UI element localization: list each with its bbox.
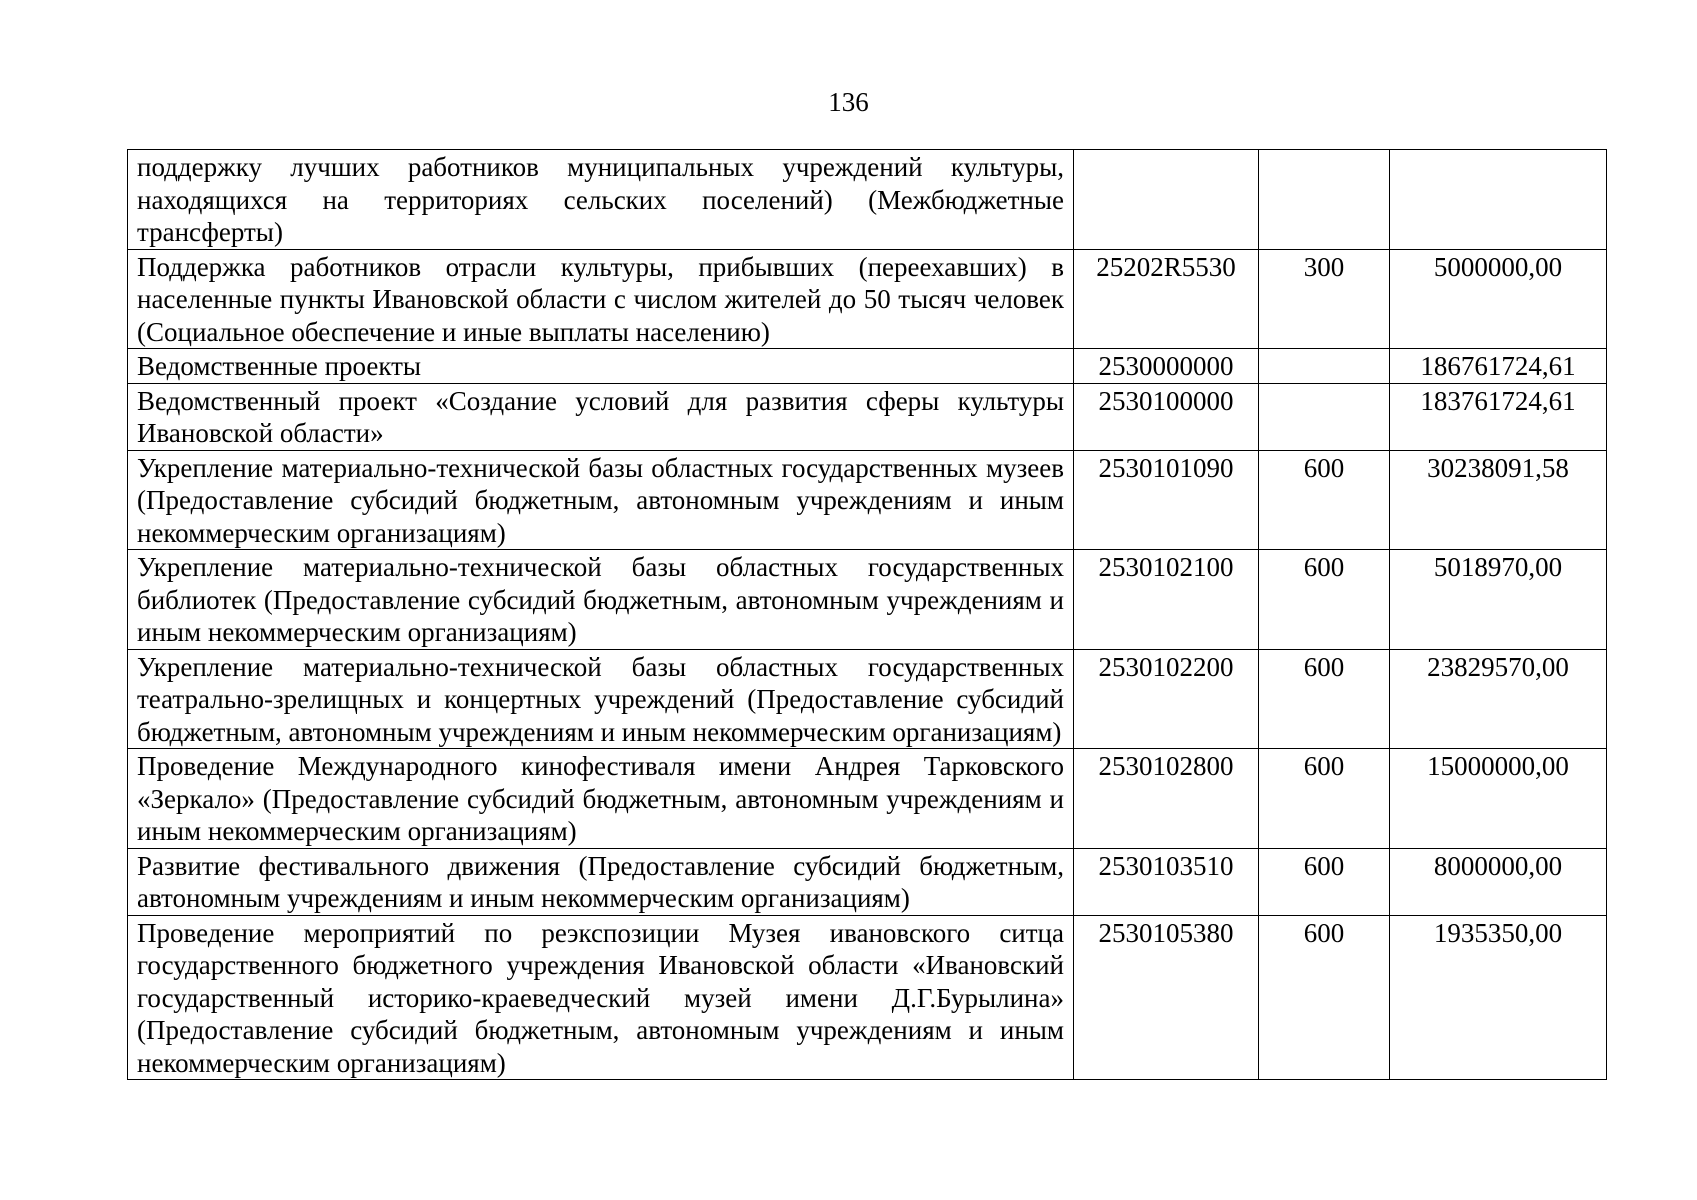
row-sum-cell: 5000000,00 [1390,249,1607,349]
row-type-cell: 600 [1259,450,1390,550]
row-sum-cell: 5018970,00 [1390,550,1607,650]
row-type-cell [1259,150,1390,250]
table-row [128,450,1607,550]
row-code-cell: 2530105380 [1074,915,1259,1080]
table-row [128,649,1607,749]
table-row [128,383,1607,450]
row-name-cell: Укрепление материально-технической базы областных государственных библиотек (Предоставление субсидий бюджетным, автономным учреждениям и иным некоммерческим организациям) [128,550,1074,650]
row-name-cell: Проведение Международного кинофестиваля имени Андрея Тарковского «Зеркало» (Предоставление субсидий бюджетным, автономным учреждениям и иным некоммерческим организациям) [128,749,1074,849]
row-code-cell: 2530100000 [1074,383,1259,450]
row-sum-cell: 183761724,61 [1390,383,1607,450]
table-row [128,848,1607,915]
row-type-cell: 600 [1259,749,1390,849]
row-sum-cell: 30238091,58 [1390,450,1607,550]
row-sum-cell: 15000000,00 [1390,749,1607,849]
row-code-cell: 2530101090 [1074,450,1259,550]
table-row [128,150,1607,250]
row-code-cell: 2530102200 [1074,649,1259,749]
row-code-cell: 2530102800 [1074,749,1259,849]
row-code-cell: 2530000000 [1074,349,1259,384]
row-name-cell: Ведомственные проекты [128,349,1074,384]
row-type-cell: 600 [1259,848,1390,915]
budget-table [127,149,1607,1080]
row-type-cell: 600 [1259,915,1390,1080]
row-sum-cell: 186761724,61 [1390,349,1607,384]
page-number: 136 [828,87,869,117]
row-name-cell: Укрепление материально-технической базы областных государственных музеев (Предоставление субсидий бюджетным, автономным учреждениям и иным некоммерческим организациям) [128,450,1074,550]
row-code-cell: 2530102100 [1074,550,1259,650]
row-name-cell: Развитие фестивального движения (Предоставление субсидий бюджетным, автономным учреждениям и иным некоммерческим организациям) [128,848,1074,915]
row-type-cell: 300 [1259,249,1390,349]
row-name-cell: поддержку лучших работников муниципальных учреждений культуры, находящихся на территориях сельских поселений) (Межбюджетные трансферты) [128,150,1074,250]
table-row [128,550,1607,650]
row-code-cell: 2530103510 [1074,848,1259,915]
row-code-cell [1074,150,1259,250]
table-row [128,749,1607,849]
row-sum-cell: 8000000,00 [1390,848,1607,915]
table-row [128,915,1607,1080]
row-sum-cell: 1935350,00 [1390,915,1607,1080]
row-sum-cell: 23829570,00 [1390,649,1607,749]
row-name-cell: Ведомственный проект «Создание условий для развития сферы культуры Ивановской области» [128,383,1074,450]
row-type-cell: 600 [1259,649,1390,749]
row-name-cell: Проведение мероприятий по реэкспозиции Музея ивановского ситца государственного бюджетного учреждения Ивановской области «Ивановский государственный историко-краеведческий музей имени Д.Г.Бурылина» (Предоставление субсидий бюджетным, автономным учреждениям и иным некоммерческим организациям) [128,915,1074,1080]
row-type-cell [1259,383,1390,450]
row-type-cell: 600 [1259,550,1390,650]
row-name-cell: Укрепление материально-технической базы областных государственных театрально-зрелищных и концертных учреждений (Предоставление субсидий бюджетным, автономным учреждениям и иным некоммерческим организациям) [128,649,1074,749]
row-name-cell: Поддержка работников отрасли культуры, прибывших (переехавших) в населенные пункты Ивановской области с числом жителей до 50 тысяч человек (Социальное обеспечение и иные выплаты населению) [128,249,1074,349]
row-sum-cell [1390,150,1607,250]
row-type-cell [1259,349,1390,384]
row-code-cell: 25202R5530 [1074,249,1259,349]
table-row [128,249,1607,349]
table-row [128,349,1607,384]
